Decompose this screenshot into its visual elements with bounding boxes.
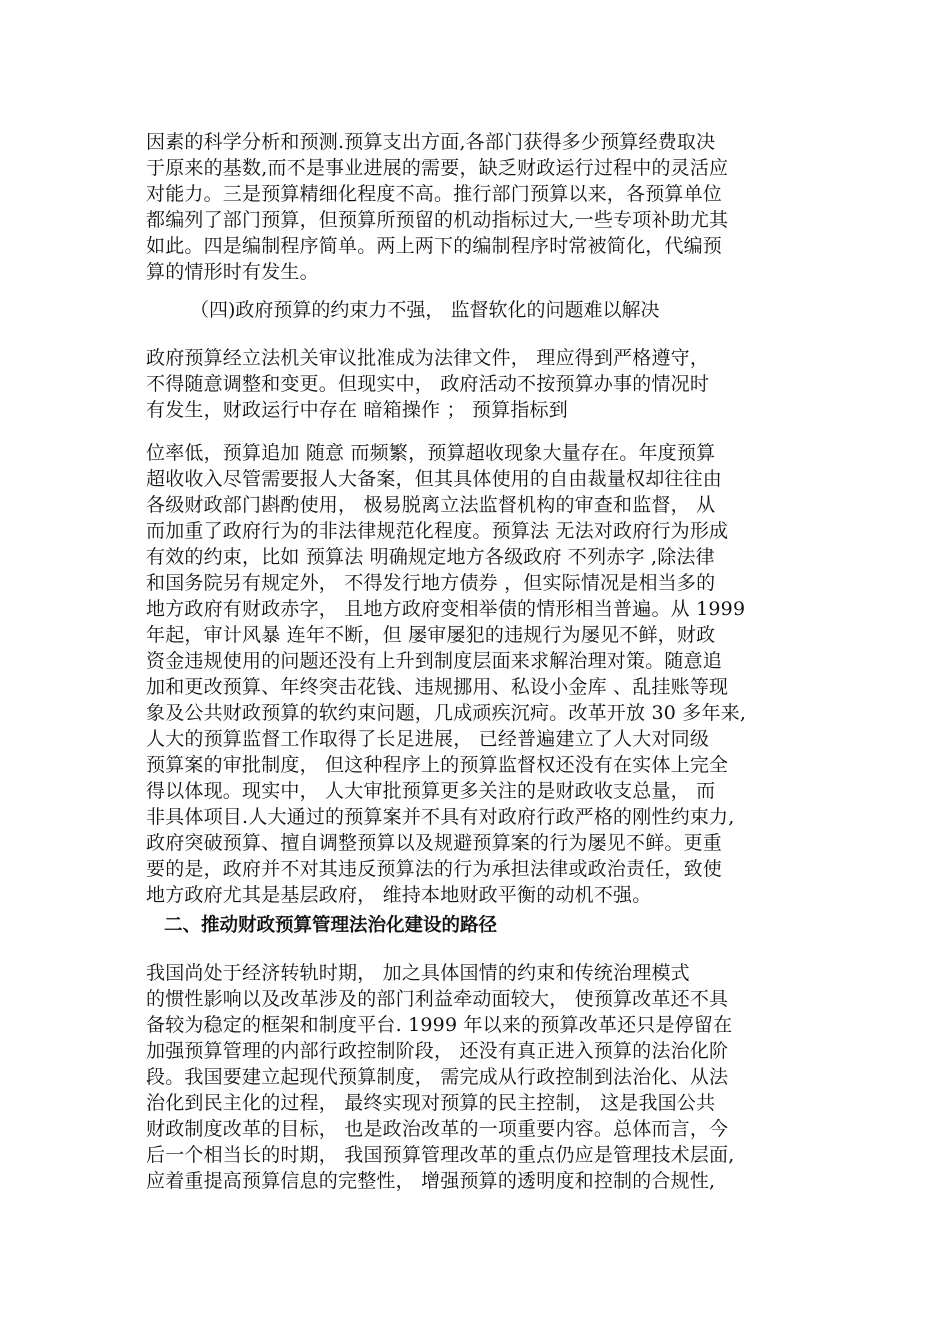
text-line: 有发生，财政运行中存在 暗箱操作 ； 预算指标到 [146,399,568,421]
text-line: 而加重了政府行为的非法律规范化程度。预算法 无法对政府行为形成 [146,520,729,542]
text-line: 于原来的基数,而不是事业进展的需要，缺乏财政运行过程中的灵活应 [146,157,729,179]
text-line: 人大的预算监督工作取得了长足进展， 已经普遍建立了人大对同级 [146,728,710,750]
paragraph-budget-constraint [146,345,806,423]
section-heading-4 [190,296,850,324]
text-line: 要的是，政府并不对其违反预算法的行为承担法律或政治责任，致使 [146,858,723,880]
text-line: 不得随意调整和变更。但现实中， 政府活动不按预算办事的情况时 [146,373,710,395]
section-heading-2 [164,912,824,940]
text-line: 因素的科学分析和预测.预算支出方面,各部门获得多少预算经费取决 [146,131,716,153]
text-line: 位率低，预算追加 随意 而频繁，预算超收现象大量存在。年度预算 [146,442,716,464]
text-line: 各级财政部门斟酌使用， 极易脱离立法监督机构的审查和监督， 从 [146,494,716,516]
text-line: 资金违规使用的问题还没有上升到制度层面来求解治理对策。随意追 [146,650,723,672]
text-line: 预算案的审批制度， 但这种程序上的预算监督权还没有在实体上完全 [146,754,729,776]
text-line: 备较为稳定的框架和制度平台. 1999 年以来的预算改革还只是停留在 [146,1014,733,1036]
text-line: 有效的约束，比如 预算法 明确规定地方各级政府 不列赤字 ,除法律 [146,546,715,568]
text-line: 非具体项目.人大通过的预算案并不具有对政府行政严格的刚性约束力, [146,806,735,828]
text-line: 我国尚处于经济转轨时期， 加之具体国情的约束和传统治理模式 [146,962,690,984]
text-line: 象及公共财政预算的软约束问题，几成顽疾沉疴。改革开放 30 多年来, [146,702,747,724]
text-line: 治化到民主化的过程， 最终实现对预算的民主控制， 这是我国公共 [146,1092,716,1114]
text-line: 地方政府有财政赤字， 且地方政府变相举债的情形相当普遍。从 1999 [146,598,746,620]
text-line: 政府突破预算、擅自调整预算以及规避预算案的行为屡见不鲜。更重 [146,832,723,854]
text-line: 如此。四是编制程序简单。两上两下的编制程序时常被简化，代编预 [146,235,723,257]
section-heading-text: 二、推动财政预算管理法治化建设的路径 [164,915,498,936]
text-line: 算的情形时有发生。 [146,261,319,283]
text-line: 超收收入尽管需要报人大备案，但其具体使用的自由裁量权却往往由 [146,468,723,490]
section-heading-text: （四)政府预算的约束力不强， 监督软化的问题难以解决 [190,299,660,321]
text-line: 段。我国要建立起现代预算制度， 需完成从行政控制到法治化、从法 [146,1066,729,1088]
text-line: 都编列了部门预算，但预算所预留的机动指标过大,一些专项补助尤其 [146,209,729,231]
text-line: 应着重提高预算信息的完整性， 增强预算的透明度和控制的合规性, [146,1170,716,1192]
paragraph-reform-path [146,960,806,1194]
text-line: 的惯性影响以及改革涉及的部门利益牵动面较大， 使预算改革还不具 [146,988,729,1010]
text-line: 对能力。三是预算精细化程度不高。推行部门预算以来，各预算单位 [146,183,723,205]
text-line: 后一个相当长的时期， 我国预算管理改革的重点仍应是管理技术层面, [146,1144,735,1166]
text-line: 加和更改预算、年终突击花钱、违规挪用、私设小金库 、乱挂账等现 [146,676,729,698]
text-line: 年起，审计风暴 连年不断，但 屡审屡犯的违规行为屡见不鲜，财政 [146,624,716,646]
text-line: 加强预算管理的内部行政控制阶段， 还没有真正进入预算的法治化阶 [146,1040,729,1062]
paragraph-budget-analysis [146,129,806,285]
text-line: 地方政府尤其是基层政府， 维持本地财政平衡的动机不强。 [146,884,652,906]
text-line: 政府预算经立法机关审议批准成为法律文件， 理应得到严格遵守， [146,347,710,369]
text-line: 财政制度改革的目标， 也是政治改革的一项重要内容。总体而言，今 [146,1118,729,1140]
paragraph-budget-supervision [146,440,806,908]
text-line: 和国务院另有规定外， 不得发行地方债券 ，但实际情况是相当多的 [146,572,716,594]
text-line: 得以体现。现实中， 人大审批预算更多关注的是财政收支总量， 而 [146,780,716,802]
